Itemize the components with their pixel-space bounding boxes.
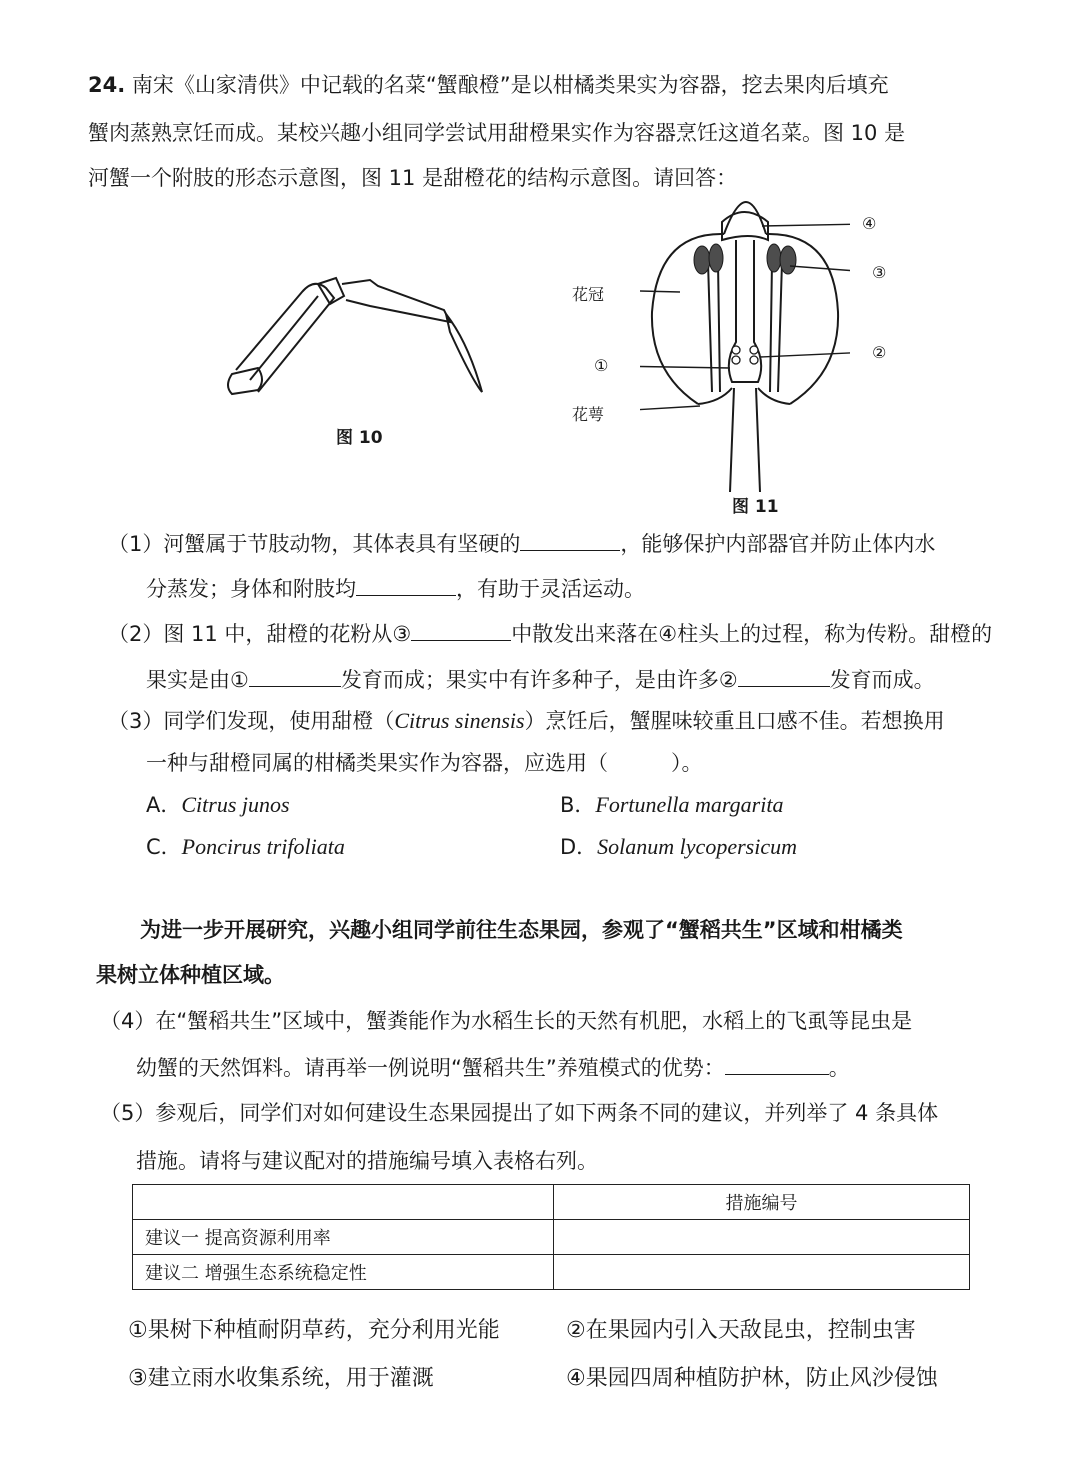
q1-blank-2[interactable] [356,573,456,596]
q3-option-b[interactable]: B．Fortunella margarita [560,792,784,817]
measure-3: ③建立雨水收集系统，用于灌溉 [128,1366,434,1391]
anthers [694,244,796,274]
table-row [133,1255,970,1290]
pedicel [730,388,760,492]
q1-line-1: （1）河蟹属于节肢动物，其体表具有坚硬的 ，能够保护内部器官并防止体内水 [108,528,935,559]
q3-line-2: 一种与甜橙同属的柑橘类果实作为容器，应选用（ ）。 [146,751,703,775]
table-header-measure-number: 措施编号 [554,1185,970,1220]
context-line-2: 果树立体种植区域。 [96,963,285,987]
figure-11-label-calyx: 花萼 [572,405,605,424]
figure-11-label-3: ③ [872,263,887,282]
figure-10-caption: 图 10 [336,428,383,448]
q1-line-2: 分蒸发；身体和附肢均 ，有助于灵活运动。 [146,573,645,604]
table-row [133,1220,970,1255]
q2-line-1: （2）图 11 中，甜橙的花粉从③ 中散发出来落在④柱头上的过程，称为传粉。甜橙的 [108,618,992,649]
suggestion-2-answer-cell[interactable] [554,1255,970,1290]
q4-line-1: （4）在“蟹稻共生”区域中，蟹粪能作为水稻生长的天然有机肥，水稻上的飞虱等昆虫是 [100,1009,913,1033]
q2-blank-1[interactable] [411,618,511,641]
question-intro-line-2: 蟹肉蒸熟烹饪而成。某校兴趣小组同学尝试用甜橙果实作为容器烹饪这道名菜。图 10 是 [88,121,906,145]
q2-blank-3[interactable] [738,664,830,687]
q3-option-d[interactable]: D．Solanum lycopersicum [560,834,797,859]
q2-line-2: 果实是由① 发育而成；果实中有许多种子，是由许多② 发育而成。 [146,664,935,695]
pistil-stigma [722,212,768,240]
appendage-carpus [318,278,344,304]
question-number: 24. [88,73,126,97]
q4-line-2: 幼蟹的天然饵料。请再举一例说明“蟹稻共生”养殖模式的优势： 。 [136,1052,850,1083]
suggestion-1-answer-cell[interactable] [554,1220,970,1255]
q3-species: Citrus sinensis [394,708,525,733]
figure-11-label-corolla: 花冠 [572,285,605,304]
figure-11-label-1: ① [594,356,609,375]
q3-option-a[interactable]: A．Citrus junos [146,792,290,817]
table-header-row [133,1185,970,1220]
question-intro-line-3: 河蟹一个附肢的形态示意图，图 11 是甜橙花的结构示意图。请回答： [88,166,738,190]
figure-11-label-4: ④ [862,214,877,233]
measure-1: ①果树下种植耐阴草药，充分利用光能 [128,1318,500,1343]
suggestion-table [132,1184,970,1290]
q3-option-c[interactable]: C．Poncirus trifoliata [146,834,345,859]
figure-11-caption: 图 11 [732,497,779,517]
q1-blank-1[interactable] [520,528,620,551]
figure-10-crab-appendage [210,262,510,412]
ovules [732,346,758,364]
figure-11-label-2: ② [872,343,887,362]
figure-11-flower [640,192,850,492]
q2-blank-2[interactable] [249,664,341,687]
context-line-1: 为进一步开展研究，兴趣小组同学前往生态果园，参观了“蟹稻共生”区域和柑橘类 [140,918,903,942]
measure-4: ④果园四周种植防护林，防止风沙侵蚀 [566,1366,938,1391]
q5-line-2: 措施。请将与建议配对的措施编号填入表格右列。 [136,1149,598,1173]
q5-line-1: （5）参观后，同学们对如何建设生态果园提出了如下两条不同的建议，并列举了 4 条具体 [100,1101,939,1125]
appendage-dactyl [446,314,482,392]
suggestion-2-label: 建议二 增强生态系统稳定性 [133,1255,554,1290]
appendage-propodus [342,280,450,322]
suggestion-1-label: 建议一 提高资源利用率 [133,1220,554,1255]
measure-2: ②在果园内引入天敌昆虫，控制虫害 [566,1318,916,1343]
table-header-empty [133,1185,554,1220]
q4-blank[interactable] [725,1052,829,1075]
question-intro-line-1: 24. 南宋《山家清供》中记载的名菜“蟹酿橙”是以柑橘类果实为容器，挖去果肉后填充 [88,73,889,97]
q3-line-1: （3）同学们发现，使用甜橙（Citrus sinensis）烹饪后，蟹腥味较重且口感不佳。若想换用 [108,708,945,733]
